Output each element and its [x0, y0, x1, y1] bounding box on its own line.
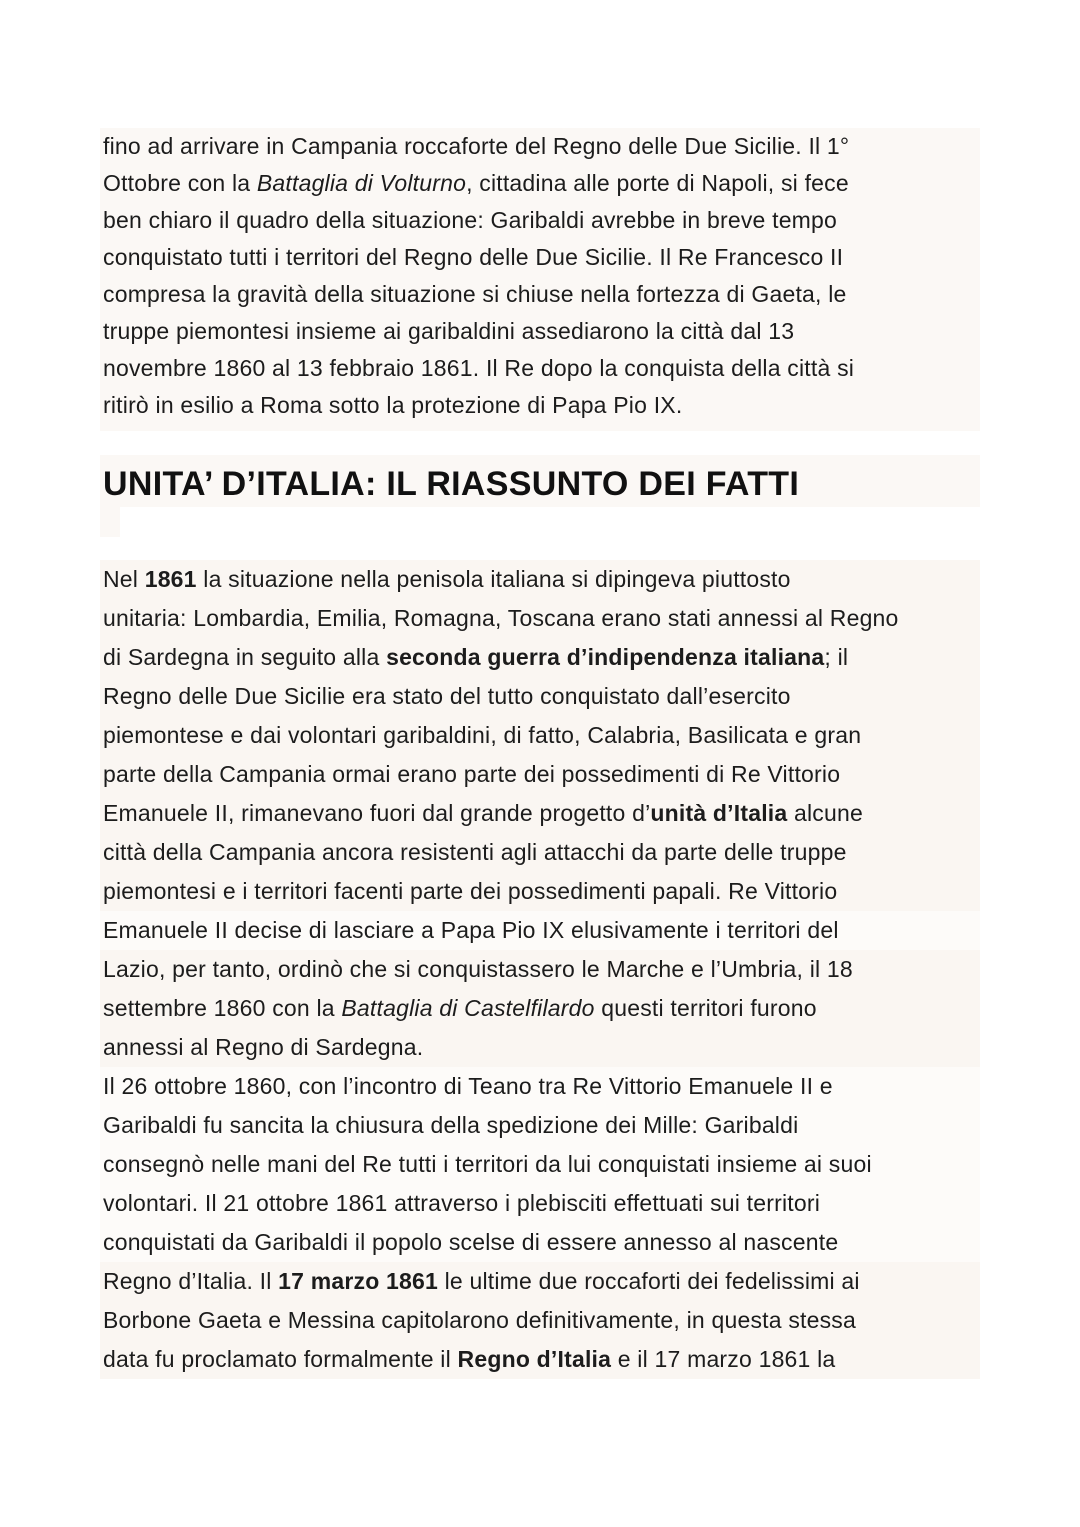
text-line: ritirò in esilio a Roma sotto la protezione di Papa Pio IX. — [103, 392, 683, 418]
text-line: unitaria: Lombardia, Emilia, Romagna, Toscana erano stati annessi al Regno — [100, 599, 980, 638]
text-line: truppe piemontesi insieme ai garibaldini assediarono la città dal 13 — [103, 318, 795, 344]
text-line: Borbone Gaeta e Messina capitolarono definitivamente, in questa stessa — [100, 1301, 980, 1340]
emphasis-date-17-march: 17 marzo 1861 — [278, 1268, 438, 1294]
text-line: Emanuele II, rimanevano fuori dal grande progetto d’unità d’Italia alcune — [100, 794, 980, 833]
emphasis-regno-italia: Regno d’Italia — [457, 1346, 612, 1372]
text-line: Regno delle Due Sicilie era stato del tutto conquistato dall’esercito — [100, 677, 980, 716]
text-line: settembre 1860 con la Battaglia di Castelfilardo questi territori furono — [100, 989, 980, 1028]
emphasis-year-1861: 1861 — [144, 566, 197, 592]
emphasis-battle-volturno: Battaglia di Volturno — [256, 170, 467, 196]
text-line: conquistati da Garibaldi il popolo scelse di essere annesso al nascente — [100, 1223, 980, 1262]
text-line: Nel 1861 la situazione nella penisola italiana si dipingeva piuttosto — [100, 560, 980, 599]
text-line: compresa la gravità della situazione si chiuse nella fortezza di Gaeta, le — [103, 281, 847, 307]
text-line: fino ad arrivare in Campania roccaforte del Regno delle Due Sicilie. Il 1° — [103, 133, 850, 159]
section-heading-block — [100, 455, 980, 507]
paragraph-unification-summary — [100, 560, 980, 1372]
text-line: consegnò nelle mani del Re tutti i territori da lui conquistati insieme ai suoi — [100, 1145, 980, 1184]
text-line: piemontese e dai volontari garibaldini, di fatto, Calabria, Basilicata e gran — [100, 716, 980, 755]
text-line: conquistato tutti i territori del Regno delle Due Sicilie. Il Re Francesco II — [103, 244, 844, 270]
text-line: annessi al Regno di Sardegna. — [100, 1028, 980, 1067]
emphasis-second-war: seconda guerra d’indipendenza italiana — [386, 644, 825, 670]
text-line: piemontesi e i territori facenti parte dei possedimenti papali. Re Vittorio — [100, 872, 980, 911]
text-line: data fu proclamato formalmente il Regno d’Italia e il 17 marzo 1861 la — [100, 1340, 980, 1379]
text-line: parte della Campania ormai erano parte dei possedimenti di Re Vittorio — [100, 755, 980, 794]
text-line: Ottobre con la Battaglia di Volturno, cittadina alle porte di Napoli, si fece — [103, 170, 849, 196]
section-heading: UNITA’ D’ITALIA: IL RIASSUNTO DEI FATTI — [103, 465, 800, 503]
text-line: Lazio, per tanto, ordinò che si conquistassero le Marche e l’Umbria, il 18 — [100, 950, 980, 989]
text-line: ben chiaro il quadro della situazione: Garibaldi avrebbe in breve tempo — [103, 207, 838, 233]
text-line: città della Campania ancora resistenti agli attacchi da parte delle truppe — [100, 833, 980, 872]
text-line: novembre 1860 al 13 febbraio 1861. Il Re dopo la conquista della città si — [103, 355, 855, 381]
emphasis-unita-italia: unità d’Italia — [650, 800, 788, 826]
decorative-spacer — [100, 507, 120, 537]
emphasis-battle-castelfidardo: Battaglia di Castelfilardo — [341, 995, 595, 1021]
text-line: volontari. Il 21 ottobre 1861 attraverso i plebisciti effettuati sui territori — [100, 1184, 980, 1223]
text-line: Garibaldi fu sancita la chiusura della spedizione dei Mille: Garibaldi — [100, 1106, 980, 1145]
text-line: Emanuele II decise di lasciare a Papa Pio IX elusivamente i territori del — [100, 911, 980, 950]
text-line: Regno d’Italia. Il 17 marzo 1861 le ultime due roccaforti dei fedelissimi ai — [100, 1262, 980, 1301]
text-line: di Sardegna in seguito alla seconda guerra d’indipendenza italiana; il — [100, 638, 980, 677]
paragraph-garibaldi-campaign — [100, 128, 980, 431]
text-line: Il 26 ottobre 1860, con l’incontro di Teano tra Re Vittorio Emanuele II e — [100, 1067, 980, 1106]
